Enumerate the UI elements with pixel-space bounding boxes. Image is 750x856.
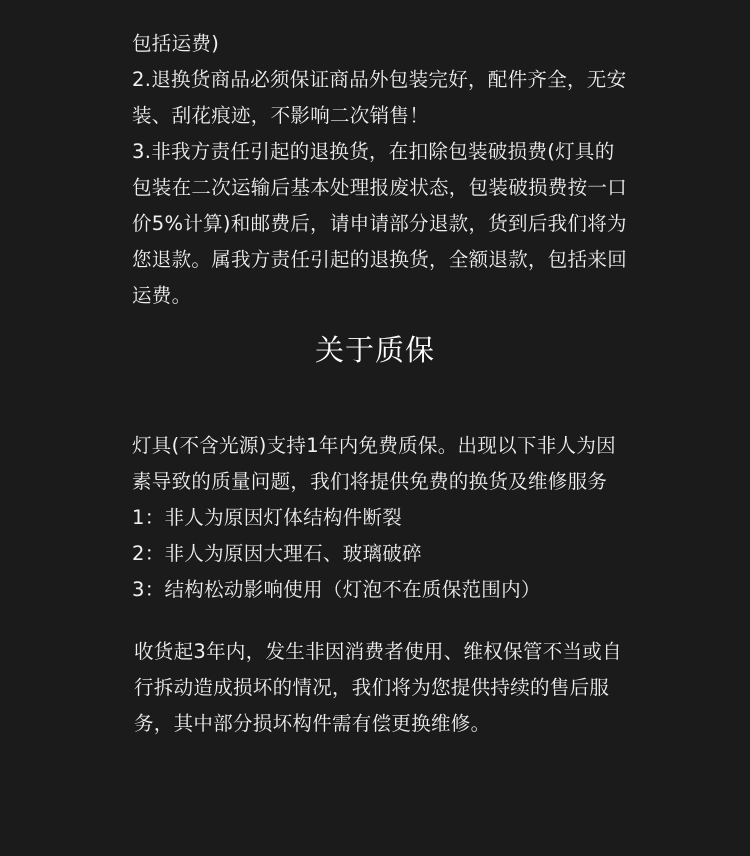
warranty-item: 2：非人为原因大理石、玻璃破碎 [132, 542, 422, 565]
return-policy-intro-tail: 包括运费) [132, 32, 220, 55]
after-sales-section [134, 634, 628, 742]
return-policy-item-2: 2.退换货商品必须保证商品外包装完好，配件齐全，无安装、刮花痕迹，不影响二次销售！ [132, 68, 627, 127]
warranty-intro: 灯具(不含光源)支持1年内免费质保。出现以下非人为因素导致的质量问题，我们将提供免费的换货及维修服务 [132, 434, 616, 493]
warranty-title: 关于质保 [314, 333, 435, 367]
warranty-section [132, 428, 627, 608]
after-sales-text: 收货起3年内，发生非因消费者使用、维权保管不当或自行拆动造成损坏的情况，我们将为您提供持续的售后服务，其中部分损坏构件需有偿更换维修。 [134, 640, 622, 735]
warranty-item: 3：结构松动影响使用（灯泡不在质保范围内） [132, 578, 541, 601]
return-policy-item-3: 3.非我方责任引起的退换货，在扣除包装破损费(灯具的包装在二次运输后基本处理报废状态，包装破损费按一口价5%计算)和邮费后，请申请部分退款，货到后我们将为您退款。属我方责任引起的退换货，全额退款，包括来回运费。 [132, 140, 628, 307]
return-policy-section [132, 0, 627, 314]
warranty-item: 1：非人为原因灯体结构件断裂 [132, 506, 403, 529]
